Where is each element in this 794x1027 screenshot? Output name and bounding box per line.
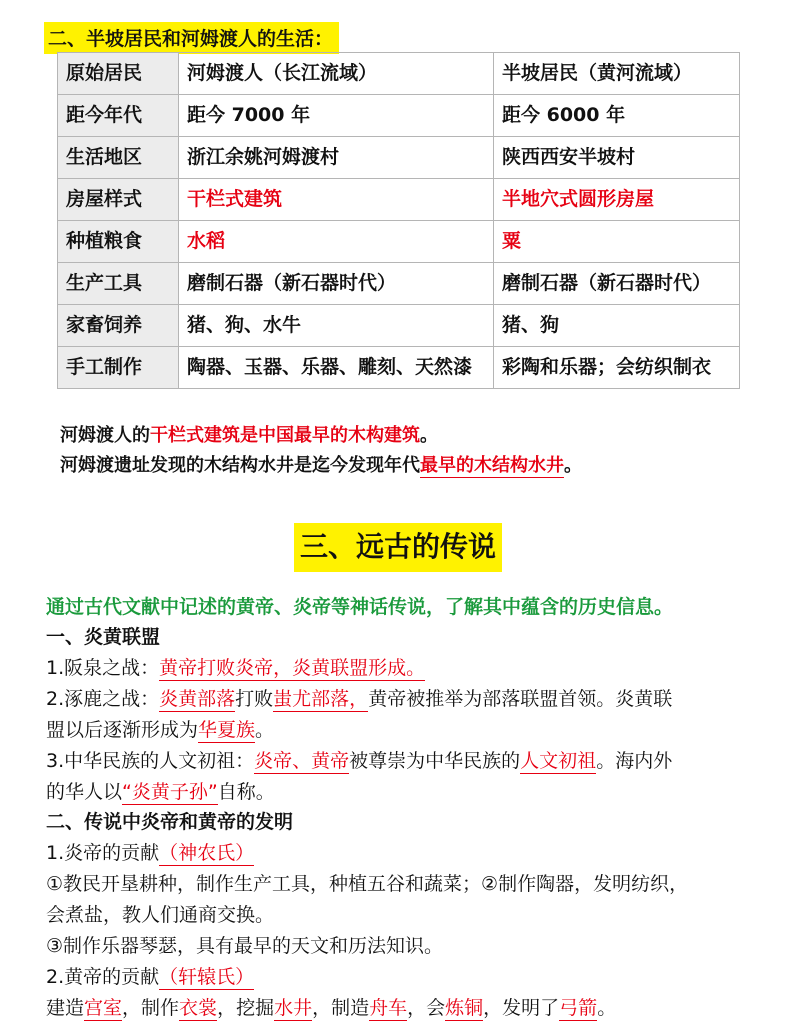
- row-label: 家畜饲养: [58, 305, 179, 347]
- text-segment: 河姆渡人的: [60, 425, 150, 446]
- table-cell: [179, 137, 494, 179]
- text-segment: 会煮盐，教人们通商交换。: [46, 904, 275, 926]
- highlight-text: 半地穴式圆形房屋: [502, 188, 655, 210]
- table-cell: [179, 95, 494, 137]
- text-segment: 浙江余姚河姆渡村: [187, 146, 340, 168]
- table-row: [58, 95, 740, 137]
- table-row: [58, 221, 740, 263]
- body-line: [46, 593, 673, 621]
- body-line: [46, 901, 274, 929]
- table-row: [58, 179, 740, 221]
- table-cell: [179, 53, 494, 95]
- table-cell: [494, 179, 740, 221]
- text-segment: ，制作: [122, 997, 180, 1019]
- body-line: [46, 623, 160, 651]
- body-line: [46, 994, 616, 1022]
- text-segment: 二、传说中炎帝和黄帝的发明: [46, 811, 294, 833]
- highlight-text: （轩辕氏）: [159, 966, 255, 988]
- row-label: 房屋样式: [58, 179, 179, 221]
- text-segment: 距今 6000 年: [502, 104, 626, 126]
- row-label: 原始居民: [58, 53, 179, 95]
- table-cell: [494, 53, 740, 95]
- text-segment: 被尊崇为中华民族的: [349, 750, 521, 772]
- highlight-text: “炎黄子孙”: [122, 781, 218, 803]
- body-line: [46, 778, 275, 806]
- highlight-text: （神农氏）: [159, 842, 255, 864]
- text-segment: 猪、狗: [502, 314, 560, 336]
- table-cell: [179, 305, 494, 347]
- text-segment: 自称。: [217, 781, 275, 803]
- text-segment: 彩陶和乐器；会纺织制衣: [502, 356, 712, 378]
- text-segment: 3.中华民族的人文初祖：: [46, 750, 255, 772]
- table-cell: [494, 305, 740, 347]
- highlight-text: 黄帝打败炎帝，炎黄联盟形成。: [159, 657, 426, 679]
- table-cell: [179, 221, 494, 263]
- table-cell: [494, 263, 740, 305]
- text-segment: 的华人以: [46, 781, 123, 803]
- table-row: [58, 305, 740, 347]
- table-row: [58, 137, 740, 179]
- highlight-text: 干栏式建筑是中国最早的木构建筑: [150, 425, 420, 446]
- text-segment: ，发明了: [483, 997, 560, 1019]
- body-line: [46, 932, 443, 960]
- row-label: 生产工具: [58, 263, 179, 305]
- section-2-heading: 二、半坡居民和河姆渡人的生活：: [44, 22, 339, 54]
- text-segment: 猪、狗、水牛: [187, 314, 302, 336]
- text-segment: 1.阪泉之战：: [46, 657, 160, 679]
- row-label: 距今年代: [58, 95, 179, 137]
- highlight-text: 炼铜: [445, 997, 484, 1019]
- text-segment: 通过古代文献中记述的黄帝、炎帝等神话传说，了解其中蕴含的历史信息。: [46, 596, 674, 618]
- text-segment: ，制造: [312, 997, 370, 1019]
- body-line: [46, 870, 688, 898]
- text-segment: ，挖掘: [217, 997, 275, 1019]
- highlight-text: 人文初祖: [520, 750, 597, 772]
- table-row: [58, 53, 740, 95]
- text-segment: 半坡居民（黄河流域）: [502, 62, 693, 84]
- text-segment: 盟以后逐渐形成为: [46, 719, 199, 741]
- highlight-text: 干栏式建筑: [187, 188, 283, 210]
- text-segment: 建造: [46, 997, 85, 1019]
- table-cell: [494, 95, 740, 137]
- section-3-title: 三、远古的传说: [294, 523, 502, 572]
- text-segment: 河姆渡人（长江流域）: [187, 62, 378, 84]
- table-cell: [494, 137, 740, 179]
- highlight-text: 宫室: [84, 997, 123, 1019]
- highlight-text: 舟车: [369, 997, 408, 1019]
- highlight-text: 弓箭: [559, 997, 598, 1019]
- text-segment: 打败: [235, 688, 274, 710]
- text-segment: 磨制石器（新石器时代）: [502, 272, 712, 294]
- text-segment: 陶器、玉器、乐器、雕刻、天然漆: [187, 356, 473, 378]
- body-line: [46, 839, 254, 867]
- text-segment: 。: [420, 425, 438, 446]
- table-cell: [494, 347, 740, 389]
- text-segment: 陕西西安半坡村: [502, 146, 636, 168]
- highlight-text: 最早的木结构水井: [420, 455, 564, 476]
- note-line: [60, 422, 438, 450]
- text-segment: 1.炎帝的贡献: [46, 842, 160, 864]
- text-segment: ，会: [407, 997, 446, 1019]
- text-segment: ①教民开垦耕种，制作生产工具，种植五谷和蔬菜；②制作陶器，发明纺织，: [46, 873, 689, 895]
- row-label: 生活地区: [58, 137, 179, 179]
- table-cell: [494, 221, 740, 263]
- highlight-text: 水井: [274, 997, 313, 1019]
- table-cell: [179, 263, 494, 305]
- body-line: [46, 716, 274, 744]
- highlight-text: 水稻: [187, 230, 226, 252]
- body-line: [46, 808, 293, 836]
- body-line: [46, 963, 254, 991]
- text-segment: 距今 7000 年: [187, 104, 311, 126]
- text-segment: 黄帝被推举为部落联盟首领。炎黄联: [368, 688, 673, 710]
- highlight-text: 华夏族: [198, 719, 256, 741]
- body-line: [46, 685, 672, 713]
- row-label: 手工制作: [58, 347, 179, 389]
- table-cell: [179, 347, 494, 389]
- highlight-text: 衣裳: [179, 997, 218, 1019]
- table-row: [58, 347, 740, 389]
- body-line: [46, 654, 425, 682]
- text-segment: 。: [564, 455, 582, 476]
- text-segment: 一、炎黄联盟: [46, 626, 161, 648]
- highlight-text: 粟: [502, 230, 522, 252]
- highlight-text: 炎帝、黄帝: [254, 750, 350, 772]
- text-segment: 。海内外: [596, 750, 673, 772]
- table-cell: [179, 179, 494, 221]
- text-segment: 磨制石器（新石器时代）: [187, 272, 397, 294]
- text-segment: ③制作乐器琴瑟，具有最早的天文和历法知识。: [46, 935, 444, 957]
- row-label: 种植粮食: [58, 221, 179, 263]
- text-segment: 河姆渡遗址发现的木结构水井是迄今发现年代: [60, 455, 420, 476]
- text-segment: 。: [255, 719, 275, 741]
- highlight-text: 炎黄部落: [159, 688, 236, 710]
- note-line: [60, 452, 582, 480]
- body-line: [46, 747, 672, 775]
- living-comparison-table: [57, 52, 740, 389]
- text-segment: 2.涿鹿之战：: [46, 688, 160, 710]
- highlight-text: 蚩尤部落，: [273, 688, 369, 710]
- table-row: [58, 263, 740, 305]
- text-segment: 2.黄帝的贡献: [46, 966, 160, 988]
- text-segment: 。: [597, 997, 617, 1019]
